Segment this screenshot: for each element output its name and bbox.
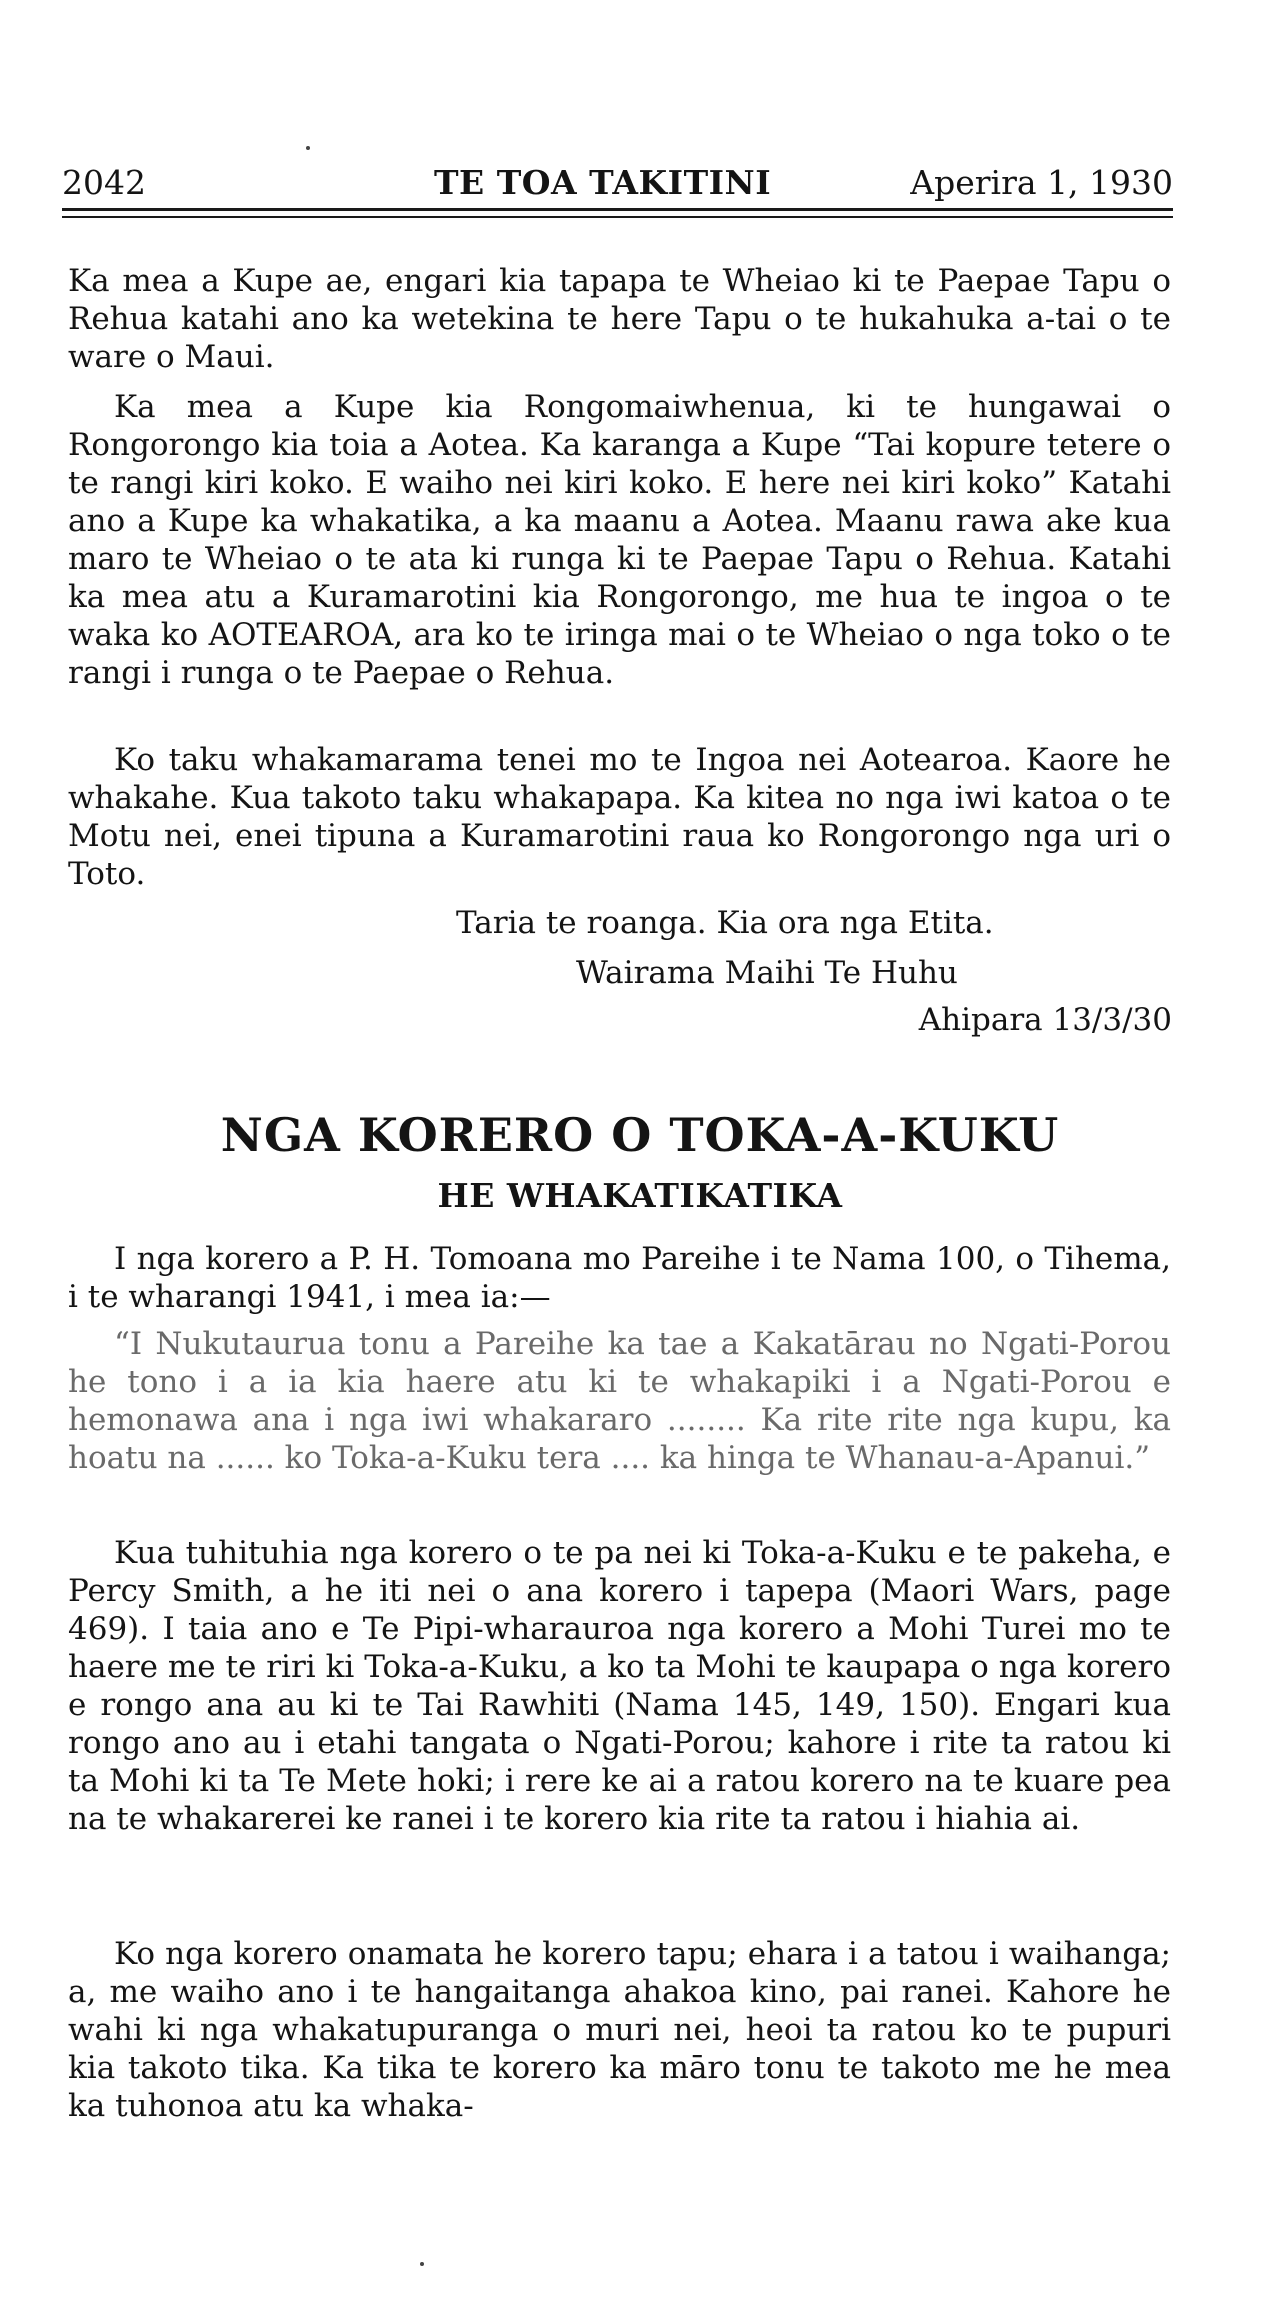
letter-paragraph-2: Ka mea a Kupe kia Rongomaiwhenua, ki te hungawai o Rongorongo kia toia a Aotea. Ka karanga a Kupe “Tai kopure tetere o te rangi kiri koko. E waiho nei kiri koko. E here nei kiri koko” Katahi ano a Kupe ka whakatika, a ka maanu a Aotea. Maanu rawa ake kua maro te Wheiao o te ata ki runga ki te Paepae Tapu o Rehua. Katahi ka mea atu a Kuramarotini kia Rongorongo, me hua te ingoa o te waka ko AOTEAROA, ara ko te iringa mai o te Wheiao o nga toko o te rangi i runga o te Paepae o Rehua. [68, 389, 1171, 691]
letter-paragraph-3: Ko taku whakamarama tenei mo te Ingoa nei Aotearoa. Kaore he whakahe. Kua takoto taku whakapapa. Ka kitea no nga iwi katoa o te Motu nei, enei tipuna a Kuramarotini raua ko Rongorongo nga uri o Toto. [68, 742, 1171, 892]
letter-paragraph-1: Ka mea a Kupe ae, engari kia tapapa te Wheiao ki te Paepae Tapu o Rehua katahi ano ka wetekina te here Tapu o te hukahuka a-tai o te ware o Maui. [68, 263, 1171, 375]
article-paragraph-1: I nga korero a P. H. Tomoana mo Pareihe i te Nama 100, o Tihema, i te wharangi 1941, i mea ia:— [68, 1241, 1171, 1315]
article-quote: “I Nukutaurua tonu a Pareihe ka tae a Kakatārau no Ngati-Porou he tono i a ia kia haere atu ki te whakapiki i a Ngati-Porou e hemonawa ana i nga iwi whakararo ........ Ka rite rite nga kupu, ka hoatu na ...... ko Toka-a-Kuku tera .... ka hinga te Whanau-a-Apanui.” [68, 1326, 1171, 1476]
header-rule-thick [62, 208, 1173, 211]
print-speck [420, 2262, 424, 2266]
letter-place-date: Ahipara 13/3/30 [918, 1002, 1172, 1038]
article-subheading: HE WHAKATIKATIKA [437, 1176, 843, 1215]
letter-closing: Taria te roanga. Kia ora nga Etita. [456, 905, 994, 941]
article-paragraph-2: Kua tuhituhia nga korero o te pa nei ki Toka-a-Kuku e te pakeha, e Percy Smith, a he iti nei o ana korero i tapepa (Maori Wars, page 469). I taia ano e Te Pipi-wharauroa nga korero a Mohi Turei mo te haere me te riri ki Toka-a-Kuku, a ko ta Mohi te kaupapa o nga korero e rongo ana au ki te Tai Rawhiti (Nama 145, 149, 150). Engari kua rongo ano au i etahi tangata o Ngati-Porou; kahore i rite ta ratou ki ta Mohi ki ta Te Mete hoki; i rere ke ai a ratou korero na te kuare pea na te whakarerei ke ranei i te korero kia rite ta ratou i hiahia ai. [68, 1535, 1171, 1837]
header-rule-thin [62, 216, 1173, 218]
publication-title: TE TOA TAKITINI [434, 163, 772, 202]
article-paragraph-3: Ko nga korero onamata he korero tapu; ehara i a tatou i waihanga; a, me waiho ano i te hangaitanga ahakoa kino, pai ranei. Kahore he wahi ki nga whakatupuranga o muri nei, heoi ta ratou ko te pupuri kia takoto tika. Ka tika te korero ka māro tonu te takoto me he mea ka tuhonoa atu ka whaka- [68, 1936, 1171, 2124]
letter-author: Wairama Maihi Te Huhu [576, 955, 958, 991]
page-number: 2042 [62, 163, 146, 202]
print-speck [306, 146, 310, 150]
page-header [62, 163, 1173, 207]
issue-date: Aperira 1, 1930 [910, 163, 1173, 202]
article-heading: NGA KORERO O TOKA-A-KUKU [220, 1108, 1060, 1162]
